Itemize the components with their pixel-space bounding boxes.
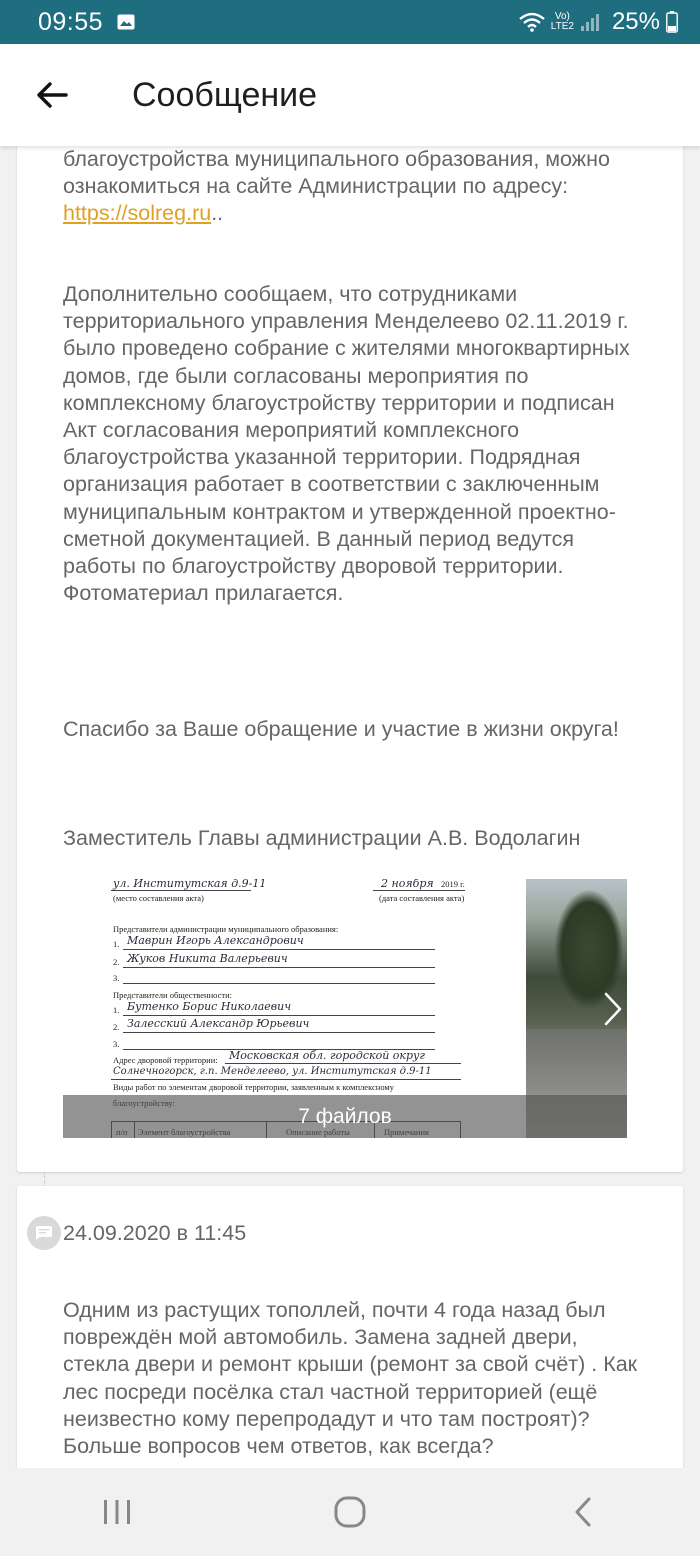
doc-admin-1: Маврин Игорь Александрович bbox=[127, 934, 304, 947]
doc-admin-num-2: 2. bbox=[113, 957, 120, 967]
doc-public-2: Залесский Александр Юрьевич bbox=[127, 1017, 310, 1030]
home-button[interactable] bbox=[320, 1482, 380, 1542]
system-navigation-bar bbox=[0, 1468, 700, 1556]
network-indicator bbox=[551, 12, 574, 32]
page-title: Сообщение bbox=[132, 75, 318, 114]
response-photo-note: Фотоматериал прилагается. bbox=[63, 581, 344, 606]
doc-admin-heading: Представители администрации муниципального образования: bbox=[113, 924, 339, 934]
doc-admin-num-3: 3. bbox=[113, 973, 120, 983]
battery-percentage: 25% bbox=[611, 8, 660, 35]
doc-date-caption: (дата составления акта) bbox=[379, 893, 465, 903]
doc-admin-2: Жуков Никита Валерьевич bbox=[127, 952, 288, 965]
complaint-text: Одним из растущих тополлей, почти 4 года назад был повреждён мой автомобиль. Замена задней двери, стекла двери и ремонт крыши (ремонт за свой счёт) . Как лес посреди посёлка стал частной территорией (ещё неизвестно кому перепродадут и что там построят)? Больше вопросов чем ответов, как всегда? bbox=[63, 1298, 638, 1459]
doc-works-caption: Виды работ по элементам дворовой территории, заявленным к комплексному bbox=[113, 1082, 395, 1092]
response-paragraph-1-text: Дополнительно сообщаем, что сотрудниками территориального управления Менделеево 02.11.2019 г. было проведено собрание с жителями многоквартирных домов, где были согласованы мероприятия по комплексному благоустройству территории и подписан Акт согласования мероприятий комплексного благоустройства указанной территории. Подрядная организация работает в соответствии с заключенным муниципальным контрактом и утвержденной проектно-сметной документацией. В данный период ведутся работы по благоустройству дворовой территории. bbox=[63, 282, 630, 579]
status-bar bbox=[0, 0, 700, 44]
doc-public-num-3: 3. bbox=[113, 1039, 120, 1049]
back-button[interactable] bbox=[32, 75, 72, 115]
files-count-label[interactable]: 7 файлов bbox=[63, 1095, 627, 1138]
response-signature: Заместитель Главы администрации А.В. Водолагин bbox=[63, 826, 581, 850]
doc-date-handwritten: 2 ноября bbox=[381, 879, 434, 890]
doc-year: 2019 г. bbox=[441, 879, 465, 889]
app-bar bbox=[0, 44, 700, 146]
network-label-bottom: LTE2 bbox=[550, 21, 574, 32]
chevron-right-icon[interactable] bbox=[601, 989, 625, 1029]
battery-icon bbox=[666, 11, 678, 33]
solreg-link[interactable]: https://solreg.ru bbox=[63, 201, 212, 226]
doc-place-caption: (место составления акта) bbox=[113, 893, 204, 903]
doc-public-1: Бутенко Борис Николаевич bbox=[127, 1000, 292, 1013]
system-back-button[interactable] bbox=[553, 1482, 613, 1542]
response-paragraph-1 bbox=[63, 281, 643, 607]
doc-public-num-2: 2. bbox=[113, 1022, 120, 1032]
recent-apps-button[interactable] bbox=[87, 1482, 147, 1542]
doc-place-handwritten: ул. Институтская д.9-11 bbox=[113, 879, 267, 890]
home-icon bbox=[333, 1495, 367, 1529]
doc-public-heading: Представители общественности: bbox=[113, 990, 232, 1000]
response-intro-prefix: благоустройства муниципального образования, можно ознакомиться на сайте Администрации по адресу: bbox=[63, 147, 610, 199]
network-label-top: Vo) bbox=[554, 11, 570, 22]
gallery-notification-icon bbox=[117, 14, 135, 30]
response-paragraph-2: Спасибо за Ваше обращение и участие в жизни округа! bbox=[63, 717, 619, 741]
complaint-timestamp: 24.09.2020 в 11:45 bbox=[63, 1221, 247, 1245]
doc-address-label: Адрес дворовой территории: bbox=[113, 1055, 218, 1065]
message-scroll-area[interactable] bbox=[0, 146, 700, 1468]
doc-address-hand-2: Солнечногорск, г.п. Менделеево, ул. Институтская д.9-11 bbox=[113, 1066, 432, 1077]
signal-icon bbox=[580, 12, 600, 32]
doc-public-num-1: 1. bbox=[113, 1005, 120, 1015]
wifi-icon bbox=[519, 12, 545, 32]
back-chevron-icon bbox=[573, 1496, 593, 1528]
attachments-gallery[interactable] bbox=[63, 879, 627, 1138]
doc-address-hand-1: Московская обл. городской округ bbox=[229, 1049, 425, 1062]
message-type-badge bbox=[27, 1216, 61, 1250]
arrow-left-icon bbox=[36, 81, 68, 109]
status-time: 09:55 bbox=[38, 7, 104, 36]
doc-admin-num-1: 1. bbox=[113, 939, 120, 949]
chat-bubble-icon bbox=[35, 1225, 53, 1241]
response-intro-suffix: .. bbox=[211, 201, 224, 226]
response-intro-text bbox=[63, 146, 643, 228]
recent-apps-icon bbox=[102, 1498, 132, 1526]
